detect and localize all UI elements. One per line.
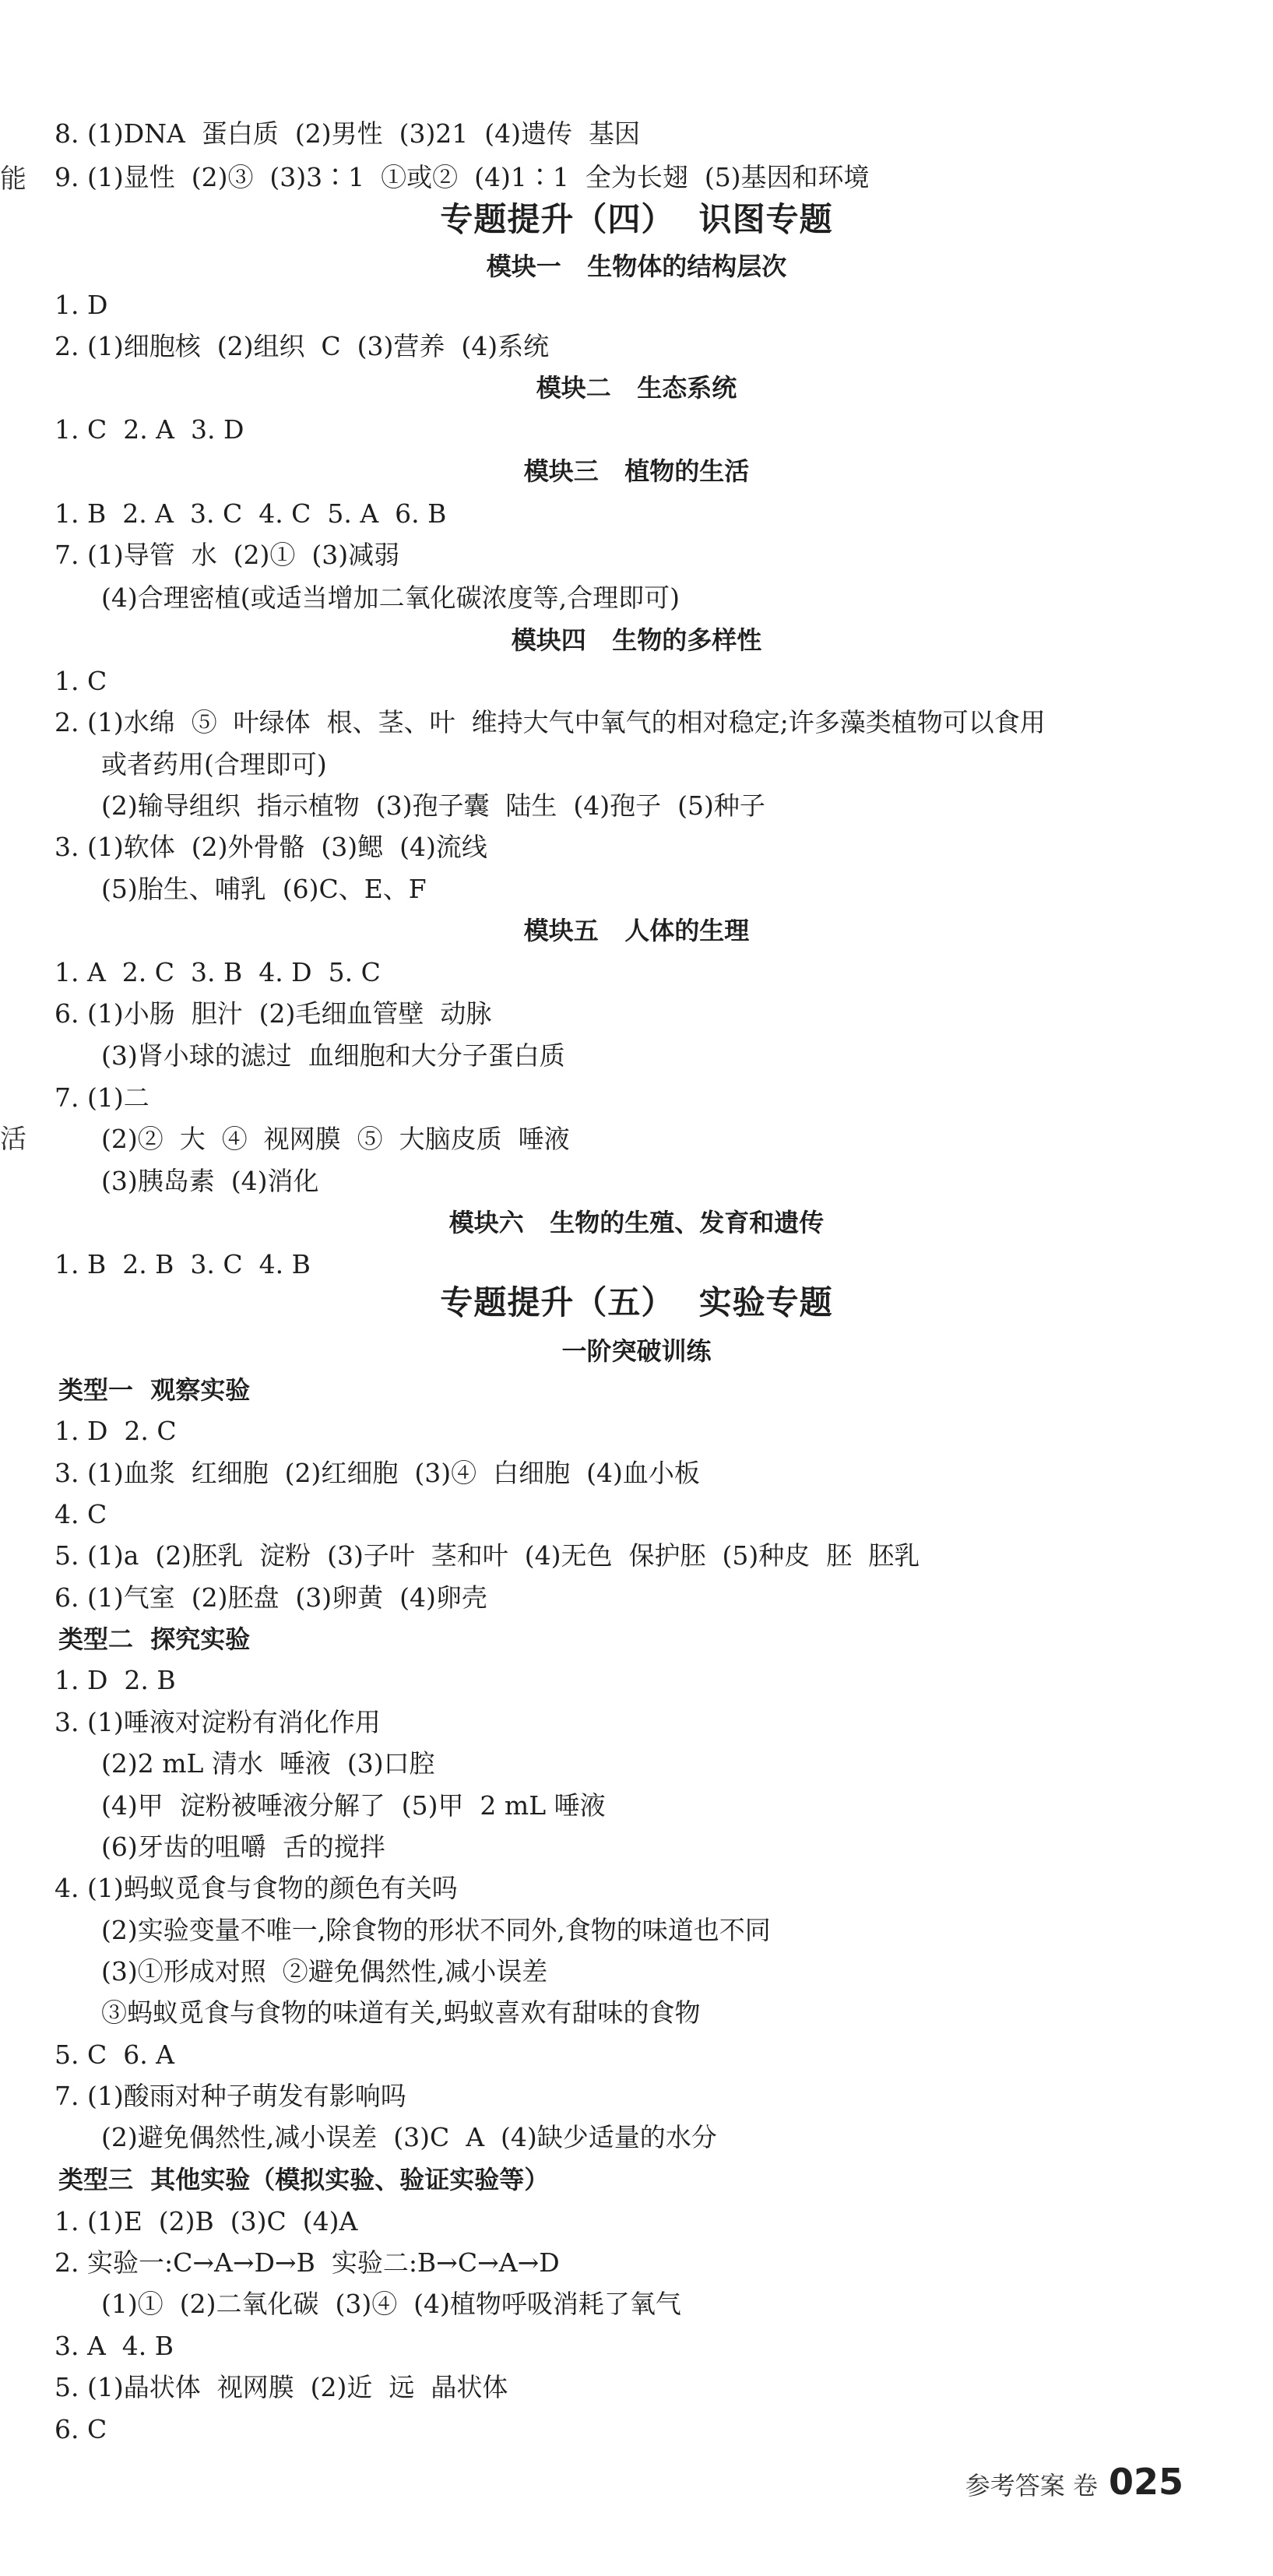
answer-continuation: (3)胰岛素 (4)消化 xyxy=(101,1166,319,1196)
answer-line: 2. (1)水绵 ⑤ 叶绿体 根、茎、叶 维持大气中氧气的相对稳定;许多藻类植物可以食用 xyxy=(55,707,1046,737)
margin-fragment-middle: 活 xyxy=(0,1124,26,1155)
module-heading: 模块六 生物的生殖、发育和遗传 xyxy=(448,1208,825,1237)
answer-continuation: (3)①形成对照 ②避免偶然性,减小误差 xyxy=(101,1956,548,1987)
answer-continuation: (2)避免偶然性,减小误差 (3)C A (4)缺少适量的水分 xyxy=(101,2122,717,2152)
page-footer xyxy=(965,2461,1183,2503)
answer-continuation: (5)胎生、哺乳 (6)C、E、F xyxy=(101,874,427,904)
answer-line: 7. (1)二 xyxy=(55,1082,149,1113)
type-heading: 类型一 观察实验 xyxy=(58,1375,251,1405)
answer-continuation: (2)2 mL 清水 唾液 (3)口腔 xyxy=(101,1748,435,1779)
answer-line: 4. C xyxy=(55,1499,107,1529)
module-heading: 模块五 人体的生理 xyxy=(523,916,750,945)
answer-continuation: ③蚂蚁觅食与食物的味道有关,蚂蚁喜欢有甜味的食物 xyxy=(101,1997,701,2028)
answer-line: 1. C 2. A 3. D xyxy=(55,414,244,445)
footer-label: 参考答案 卷 xyxy=(965,2471,1098,2500)
margin-fragment-top: 能 xyxy=(0,164,26,195)
module-heading: 模块一 生物体的结构层次 xyxy=(486,252,787,281)
answer-line: 8. (1)DNA 蛋白质 (2)男性 (3)21 (4)遗传 基因 xyxy=(55,118,641,149)
answer-line: 5. (1)a (2)胚乳 淀粉 (3)子叶 茎和叶 (4)无色 保护胚 (5)种皮 胚 胚乳 xyxy=(55,1540,920,1571)
answer-line: 9. (1)显性 (2)③ (3)3∶1 ①或② (4)1∶1 全为长翅 (5)基因和环境 xyxy=(55,162,870,192)
answer-line: 3. A 4. B xyxy=(55,2331,174,2361)
answer-line: 1. D 2. C xyxy=(55,1416,177,1446)
answer-line: 5. (1)晶状体 视网膜 (2)近 远 晶状体 xyxy=(55,2372,508,2402)
module-heading: 模块四 生物的多样性 xyxy=(511,625,762,655)
answer-line: 6. C xyxy=(55,2414,107,2444)
answer-line: 1. C xyxy=(55,666,107,696)
answer-line: 5. C 6. A xyxy=(55,2039,175,2070)
answer-continuation: (3)肾小球的滤过 血细胞和大分子蛋白质 xyxy=(101,1040,565,1071)
answer-line: 3. (1)软体 (2)外骨骼 (3)鳃 (4)流线 xyxy=(55,832,487,862)
answer-line: 2. 实验一:C→A→D→B 实验二:B→C→A→D xyxy=(55,2247,560,2278)
answer-line: 7. (1)导管 水 (2)① (3)减弱 xyxy=(55,540,400,570)
module-heading: 模块三 植物的生活 xyxy=(523,456,750,486)
answer-continuation: (6)牙齿的咀嚼 舌的搅拌 xyxy=(101,1832,385,1862)
answer-line: 7. (1)酸雨对种子萌发有影响吗 xyxy=(55,2081,406,2111)
answer-line: 1. D xyxy=(55,290,108,320)
answer-line: 6. (1)气室 (2)胚盘 (3)卵黄 (4)卵壳 xyxy=(55,1582,487,1613)
answer-line: 1. B 2. A 3. C 4. C 5. A 6. B xyxy=(55,498,447,529)
answer-continuation: (4)合理密植(或适当增加二氧化碳浓度等,合理即可) xyxy=(101,582,680,613)
answer-continuation: (2)输导组织 指示植物 (3)孢子囊 陆生 (4)孢子 (5)种子 xyxy=(101,790,765,821)
type-heading: 类型二 探究实验 xyxy=(58,1624,251,1654)
answer-continuation: (2)实验变量不唯一,除食物的形状不同外,食物的味道也不同 xyxy=(101,1915,771,1945)
answer-line: 2. (1)细胞核 (2)组织 C (3)营养 (4)系统 xyxy=(55,331,550,361)
section-title: 专题提升（四） 识图专题 xyxy=(440,200,833,238)
answer-line: 4. (1)蚂蚁觅食与食物的颜色有关吗 xyxy=(55,1873,458,1903)
answer-continuation: (4)甲 淀粉被唾液分解了 (5)甲 2 mL 唾液 xyxy=(101,1790,606,1821)
answer-continuation: 或者药用(合理即可) xyxy=(101,749,327,779)
answer-continuation: (2)② 大 ④ 视网膜 ⑤ 大脑皮质 唾液 xyxy=(101,1124,570,1154)
answer-line: 1. A 2. C 3. B 4. D 5. C xyxy=(55,957,381,987)
answer-line: 3. (1)唾液对淀粉有消化作用 xyxy=(55,1707,381,1737)
answer-line: 1. B 2. B 3. C 4. B xyxy=(55,1249,311,1279)
type-heading: 类型三 其他实验（模拟实验、验证实验等） xyxy=(58,2165,550,2194)
module-heading: 一阶突破训练 xyxy=(561,1336,712,1366)
module-heading: 模块二 生态系统 xyxy=(536,373,737,403)
answer-line: 1. (1)E (2)B (3)C (4)A xyxy=(55,2206,358,2236)
answer-line: 3. (1)血浆 红细胞 (2)红细胞 (3)④ 白细胞 (4)血小板 xyxy=(55,1458,700,1488)
page-number: 025 xyxy=(1108,2461,1183,2503)
section-title: 专题提升（五） 实验专题 xyxy=(440,1283,833,1321)
answer-line: 6. (1)小肠 胆汁 (2)毛细血管壁 动脉 xyxy=(55,998,492,1029)
answer-line: 1. D 2. B xyxy=(55,1665,176,1695)
answer-continuation: (1)① (2)二氧化碳 (3)④ (4)植物呼吸消耗了氧气 xyxy=(101,2289,681,2319)
